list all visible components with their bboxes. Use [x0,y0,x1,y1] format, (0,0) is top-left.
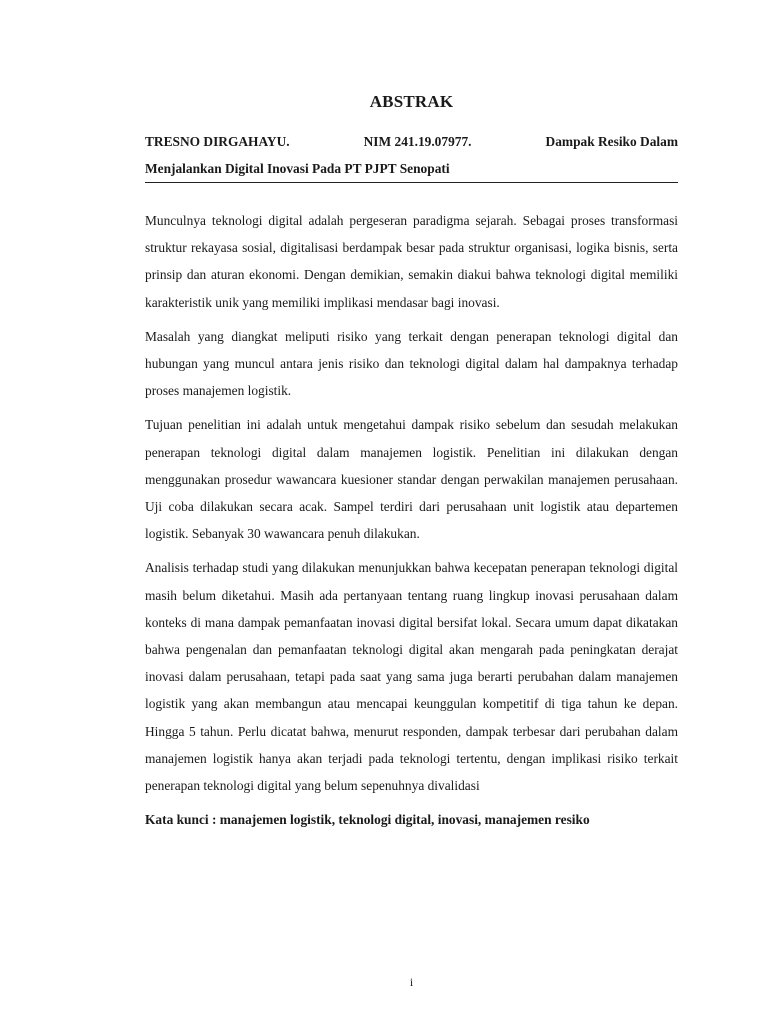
student-nim: NIM 241.19.07977. [363,134,472,149]
paragraph-2: Masalah yang diangkat meliputi risiko yang terkait dengan penerapan teknologi digital dan hubungan yang muncul antara jenis risiko dan teknologi digital dalam hal dampaknya terhadap proses manajemen logistik. [145,328,678,399]
thesis-title-part1: Dampak Resiko Dalam [545,134,678,149]
paragraph-4: Analisis terhadap studi yang dilakukan menunjukkan bahwa kecepatan penerapan teknologi digital masih belum diketahui. Masih ada pertanyaan tentang ruang lingkup inovasi perusahaan dalam konteks di mana dampak pemanfaatan inovasi digital bersifat lokal. Secara umum dapat dikatakan bahwa pengenalan dan pemanfaatan teknologi digital akan mengarah pada peningkatan derajat inovasi dalam perusahaan, tetapi pada saat yang sama juga berarti perubahan dalam manajemen logistik yang akan membangun atau mencapai keunggulan kompetitif di tiga tahun ke depan. Hingga 5 tahun. Perlu dicatat bahwa, menurut responden, dampak terbesar dari perubahan dalam manajemen logistik hanya akan terjadi pada teknologi tertentu, dengan implikasi risiko terkait penerapan teknologi digital yang belum sepenuhnya divalidasi [145,560,678,794]
keywords: Kata kunci : manajemen logistik, teknologi digital, inovasi, manajemen resiko [145,812,590,828]
page-title: ABSTRAK [369,92,454,111]
page-number: i [409,975,414,989]
paragraph-3: Tujuan penelitian ini adalah untuk mengetahui dampak risiko sebelum dan sesudah melakukan penerapan teknologi digital dalam manajemen logistik. Penelitian ini dilakukan dengan menggunakan prosedur wawancara kuesioner standar dengan perwakilan manajemen perusahaan. Uji coba dilakukan secara acak. Sampel terdiri dari perusahaan unit logistik atau departemen logistik. Sebanyak 30 wawancara penuh dilakukan. [145,417,678,542]
document-page [145,0,678,1024]
header-line-1 [145,128,678,155]
paragraph-1: Munculnya teknologi digital adalah pergeseran paradigma sejarah. Sebagai proses transformasi struktur rekayasa sosial, digitalisasi berdampak besar pada struktur organisasi, logika bisnis, serta prinsip dan aturan ekonomi. Dengan demikian, semakin diakui bahwa teknologi digital memiliki karakteristik unik yang memiliki implikasi mendasar bagi inovasi. [145,213,678,310]
thesis-title-part2: Menjalankan Digital Inovasi Pada PT PJPT Senopati [145,161,450,176]
abstract-header [145,128,678,183]
author-name: TRESNO DIRGAHAYU. [145,134,290,149]
abstract-body [145,207,678,833]
